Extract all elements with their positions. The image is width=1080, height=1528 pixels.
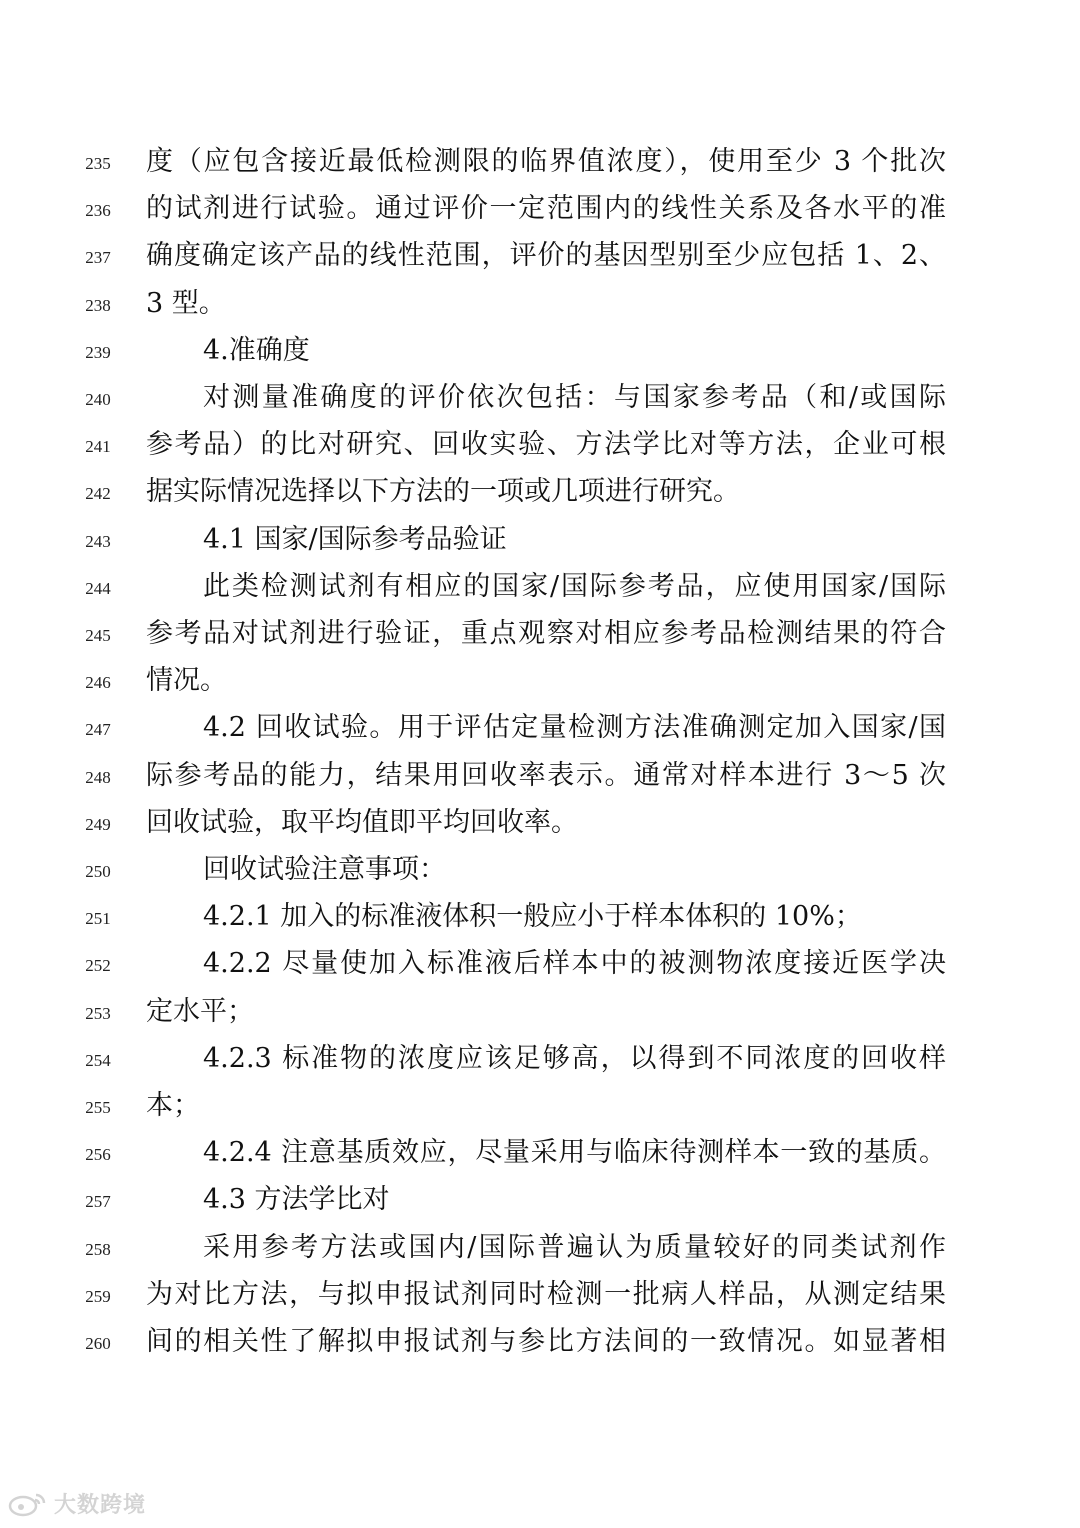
line-text: 回收试验，取平均值即平均回收率。 [146, 806, 578, 838]
text-line [0, 421, 1080, 468]
text-line [0, 280, 1080, 327]
line-text: 定水平； [146, 995, 254, 1027]
line-text: 此类检测试剂有相应的国家/国际参考品，应使用国家/国际 [203, 570, 946, 602]
line-number: 259 [85, 1286, 111, 1306]
line-text: 参考品对试剂进行验证，重点观察对相应参考品检测结果的符合 [146, 618, 946, 649]
text-line [0, 232, 1080, 279]
line-text: 4.2 回收试验。用于评估定量检测方法准确测定加入国家/国 [203, 712, 946, 744]
line-text: 本； [146, 1090, 200, 1121]
line-text: 际参考品的能力，结果用回收率表示。通常对样本进行 3～5 次 [146, 759, 946, 791]
line-text: 的试剂进行试验。通过评价一定范围内的线性关系及各水平的准 [146, 193, 946, 225]
line-number: 236 [85, 201, 111, 221]
weibo-logo-icon [8, 1491, 48, 1517]
line-text: 4.2.4 注意基质效应，尽量采用与临床待测样本一致的基质。 [203, 1137, 946, 1169]
text-line [0, 799, 1080, 846]
line-text: 4.准确度 [203, 334, 310, 366]
line-text: 4.2.1 加入的标准液体积一般应小于样本体积的 10%； [203, 901, 862, 933]
line-number: 239 [85, 342, 111, 362]
text-line [0, 1318, 1080, 1365]
text-line [0, 185, 1080, 232]
line-number: 237 [85, 248, 111, 268]
text-line [0, 893, 1080, 940]
line-text: 对测量准确度的评价依次包括：与国家参考品（和/或国际 [203, 382, 946, 413]
text-line [0, 940, 1080, 987]
text-line [0, 374, 1080, 421]
line-number: 258 [85, 1239, 111, 1259]
line-text: 回收试验注意事项： [203, 854, 446, 885]
text-line [0, 610, 1080, 657]
line-number: 248 [85, 767, 111, 787]
text-line [0, 1176, 1080, 1223]
line-number: 252 [85, 956, 111, 976]
text-line [0, 657, 1080, 704]
text-line [0, 846, 1080, 893]
text-line [0, 704, 1080, 751]
line-text: 据实际情况选择以下方法的一项或几项进行研究。 [146, 476, 740, 508]
text-line [0, 1082, 1080, 1129]
line-text: 4.1 国家/国际参考品验证 [203, 523, 507, 555]
line-text: 度（应包含接近最低检测限的临界值浓度），使用至少 3 个批次 [146, 146, 946, 177]
watermark-text: 大数跨境 [54, 1493, 147, 1518]
line-text: 4.2.2 尽量使加入标准液后样本中的被测物浓度接近医学决 [203, 948, 946, 980]
text-line [0, 138, 1080, 185]
watermark [8, 1488, 146, 1519]
line-number: 251 [85, 909, 111, 929]
line-number: 250 [85, 862, 111, 881]
line-number: 246 [85, 673, 111, 693]
line-text: 参考品）的比对研究、回收实验、方法学比对等方法，企业可根 [146, 429, 946, 461]
text-line [0, 1035, 1080, 1082]
text-line [0, 563, 1080, 610]
line-text: 为对比方法，与拟申报试剂同时检测一批病人样品，从测定结果 [146, 1278, 946, 1310]
text-line [0, 752, 1080, 799]
line-text: 3 型。 [146, 287, 226, 319]
text-line [0, 988, 1080, 1035]
text-line [0, 327, 1080, 374]
line-text: 间的相关性了解拟申报试剂与参比方法间的一致情况。如显著相 [146, 1326, 946, 1357]
text-line [0, 1224, 1080, 1271]
line-number: 242 [85, 484, 111, 504]
line-text: 确度确定该产品的线性范围，评价的基因型别至少应包括 1、2、 [146, 240, 946, 272]
line-number: 238 [85, 295, 111, 315]
line-number: 257 [85, 1192, 111, 1212]
line-number: 235 [85, 154, 111, 173]
line-number: 256 [85, 1145, 111, 1165]
line-number: 244 [85, 578, 111, 598]
line-text: 采用参考方法或国内/国际普遍认为质量较好的同类试剂作 [203, 1231, 946, 1263]
line-number: 240 [85, 390, 111, 409]
line-number: 245 [85, 626, 111, 645]
text-line [0, 1271, 1080, 1318]
line-number: 249 [85, 814, 111, 834]
line-number: 243 [85, 531, 111, 551]
line-text: 情况。 [146, 665, 227, 697]
line-text: 4.2.3 标准物的浓度应该足够高，以得到不同浓度的回收样 [203, 1042, 946, 1074]
line-text: 4.3 方法学比对 [203, 1184, 390, 1216]
line-number: 241 [85, 437, 111, 457]
line-number: 254 [85, 1050, 111, 1070]
line-number: 255 [85, 1098, 111, 1117]
line-number: 253 [85, 1003, 111, 1023]
text-line [0, 468, 1080, 515]
text-line [0, 1129, 1080, 1176]
line-number: 247 [85, 720, 111, 740]
text-line [0, 516, 1080, 563]
line-number: 260 [85, 1334, 111, 1353]
